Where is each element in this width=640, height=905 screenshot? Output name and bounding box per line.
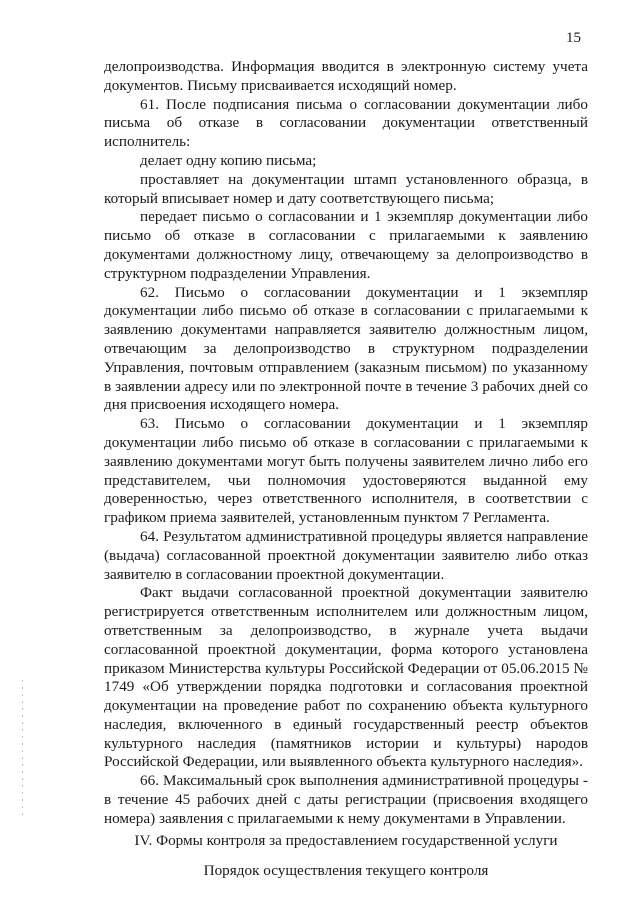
paragraph: проставляет на документации штамп установленного образца, в который вписывает номер и дату соответствующего письма; <box>104 170 588 207</box>
scan-mark <box>22 736 23 738</box>
scan-mark <box>22 680 23 682</box>
body-text <box>104 58 588 829</box>
scan-mark <box>22 806 23 808</box>
paragraph: 61. После подписания письма о согласовании документации либо письма об отказе в согласовании документации ответственный исполнитель: <box>104 95 588 151</box>
scan-mark <box>22 813 23 815</box>
scan-mark <box>22 743 23 745</box>
scan-mark <box>22 715 23 717</box>
scan-mark <box>22 785 23 787</box>
scan-mark <box>22 708 23 710</box>
paragraph: делопроизводства. Информация вводится в электронную систему учета документов. Письму присваивается исходящий номер. <box>104 58 588 94</box>
scan-mark <box>22 771 23 773</box>
scan-mark <box>22 694 23 696</box>
paragraph: делает одну копию письма; <box>140 151 317 169</box>
paragraph: 62. Письмо о согласовании документации и 1 экземпляр документации либо письмо об отказе в согласовании с прилагаемыми к заявлению документами направляется заявителю должностным лицом, отвечающим за делопроизводство в структурном подразделении Управления, почтовым отправлением (заказным письмом) по указанному в заявлении адресу или по электронной почте в течение 3 рабочих дней со дня присвоения исходящего номера. <box>104 283 588 414</box>
paragraph: 66. Максимальный срок выполнения административной процедуры - в течение 45 рабочих дней с даты регистрации (присвоения входящего номера) заявления с прилагаемыми к нему документами в Управлении. <box>104 772 588 827</box>
scan-mark <box>22 764 23 766</box>
scan-mark <box>22 778 23 780</box>
section-heading: IV. Формы контроля за предоставлением государственной услуги <box>134 832 558 849</box>
scan-mark <box>22 750 23 752</box>
scan-mark <box>22 722 23 724</box>
scan-mark <box>22 701 23 703</box>
scan-mark <box>22 757 23 759</box>
subsection-heading: Порядок осуществления текущего контроля <box>203 862 489 879</box>
paragraph: передает письмо о согласовании и 1 экземпляр документации либо письмо об отказе в согласовании с прилагаемыми к заявлению документами должностному лицу, отвечающему за делопроизводство в структурном подразделении Управления. <box>104 208 588 282</box>
scan-mark <box>22 687 23 689</box>
page-number: 15 <box>566 30 581 46</box>
paragraph: 63. Письмо о согласовании документации и 1 экземпляр документации либо письмо об отказе в согласовании с прилагаемыми к заявлению документами могут быть получены заявителем лично либо его представителем, чьи полномочия удостоверяются выданной ему доверенностью, через ответственного исполнителя, в соответствии с графиком приема заявителей, установленным пунктом 7 Регламента. <box>104 415 588 527</box>
paragraph: 64. Результатом административной процедуры является направление (выдача) согласованной проектной документации заявителю либо отказ заявителю в согласовании проектной документации. <box>104 527 588 583</box>
scan-margin-marks <box>22 680 25 820</box>
scan-mark <box>22 799 23 801</box>
paragraph: Факт выдачи согласованной проектной документации заявителю регистрируется ответственным исполнителем или должностным лицом, ответственным за делопроизводство, в журнале учета выдачи согласованной проектной документации, форма которого установлена приказом Министерства культуры Российской Федерации от 05.06.2015 № 1749 «Об утверждении порядка подготовки и согласования проектной документации на проведение работ по сохранению объекта культурного наследия, включенного в единый государственный реестр объектов культурного наследия (памятников истории и культуры) народов Российской Федерации, или выявленного объекта культурного наследия». <box>104 584 588 771</box>
scan-mark <box>22 792 23 794</box>
scan-mark <box>22 729 23 731</box>
